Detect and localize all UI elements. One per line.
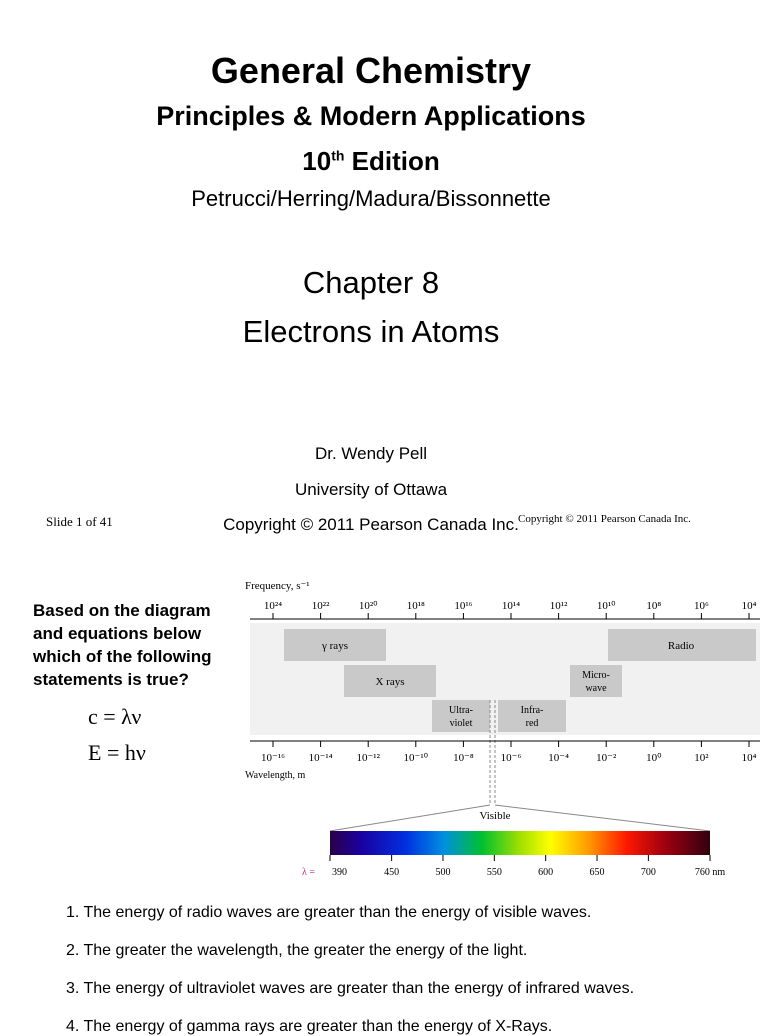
band-uv-label-1: Ultra- [449,705,473,716]
book-subtitle: Principles & Modern Applications [156,101,586,131]
visible-expand-left [330,805,490,831]
band-radio-label: Radio [667,640,695,652]
wavelength-tick-label-5: 10⁻⁶ [500,752,522,764]
wavelength-tick-label-9: 10² [694,752,709,764]
visible-tick-label-0: 390 [332,867,347,878]
electromagnetic-spectrum-diagram [240,575,760,890]
frequency-tick-label-4: 10¹⁶ [454,600,473,612]
visible-tick-label-6: 700 [640,867,656,878]
band-microwave-label-2: wave [585,683,607,694]
frequency-tick-label-3: 10¹⁸ [406,600,425,612]
wavelength-tick-label-6: 10⁻⁴ [548,752,569,764]
edition-word: Edition [344,146,440,176]
wavelength-tick-label-4: 10⁻⁸ [453,752,474,764]
band-ir-label-1: Infra- [520,705,544,716]
band-xrays-label: X rays [375,676,405,688]
slide-number: Slide 1 of 41 [46,514,113,529]
frequency-tick-label-1: 10²² [311,600,330,612]
presenter-name: Dr. Wendy Pell [314,444,428,463]
frequency-tick-label-10: 10⁴ [741,600,757,612]
band-ir-label-2: red [525,718,539,729]
wavelength-tick-label-1: 10⁻¹⁴ [308,752,333,764]
frequency-tick-label-8: 10⁸ [646,600,662,612]
authors: Petrucci/Herring/Madura/Bissonnette [191,186,551,211]
institution: University of Ottawa [294,480,448,499]
frequency-tick-label-7: 10¹⁰ [596,600,616,612]
question-text: Based on the diagram and equations below which of the following statements is true? [33,601,212,689]
edition-number: 10 [302,146,332,176]
spectrum-svg [240,575,760,885]
frequency-tick-label-0: 10²⁴ [263,600,283,612]
wavelength-tick-label-10: 10⁴ [741,752,757,764]
choice-2[interactable]: 2. The greater the wavelength, the greater the energy of the light. [66,942,528,959]
wavelength-tick-label-8: 10⁰ [646,752,662,764]
visible-tick-label-1: 450 [384,867,400,878]
wavelength-tick-label-2: 10⁻¹² [356,752,380,764]
edition-sup: th [331,147,345,164]
band-microwave-label-1: Micro- [582,670,610,681]
book-title: General Chemistry [210,50,532,91]
frequency-tick-label-2: 10²⁰ [358,600,378,612]
book-edition [0,146,742,177]
visible-expand-right [495,805,710,831]
lambda-prefix: λ = [302,867,315,878]
visible-tick-label-7: 760 nm [694,867,726,878]
band-uv-label-2: violet [449,718,473,729]
copyright-notice: Copyright © 2011 Pearson Canada Inc. [223,515,519,534]
equation-photon-energy: E = hν [88,740,146,765]
wavelength-tick-label-7: 10⁻² [596,752,617,764]
frequency-ticks [264,600,757,619]
visible-tick-label-5: 650 [589,867,605,878]
wavelength-axis-label: Wavelength, m [245,770,306,781]
wavelength-tick-label-3: 10⁻¹⁰ [403,752,429,764]
visible-tick-label-4: 600 [538,867,554,878]
frequency-tick-label-9: 10⁶ [693,600,709,612]
chapter-number: Chapter 8 [302,265,440,300]
copyright-small: Copyright © 2011 Pearson Canada Inc. [518,513,691,525]
visible-tick-label-3: 550 [486,867,502,878]
equation-speed-of-light: c = λν [88,704,142,729]
chapter-title: Electrons in Atoms [242,314,500,349]
wavelength-tick-label-0: 10⁻¹⁶ [261,752,285,764]
wavelength-ticks [261,741,757,764]
frequency-axis-label: Frequency, s⁻¹ [245,580,310,592]
visible-tick-label-2: 500 [435,867,451,878]
band-gamma-label: γ rays [322,640,348,652]
choice-1[interactable]: 1. The energy of radio waves are greater than the energy of visible waves. [66,904,592,921]
visible-ticks [330,855,725,878]
visible-spectrum-bar [330,831,710,855]
frequency-tick-label-5: 10¹⁴ [501,600,521,612]
frequency-tick-label-6: 10¹² [549,600,568,612]
choice-3[interactable]: 3. The energy of ultraviolet waves are greater than the energy of infrared waves. [66,980,635,997]
choice-4[interactable]: 4. The energy of gamma rays are greater than the energy of X-Rays. [66,1018,553,1035]
visible-label: Visible [479,810,511,822]
